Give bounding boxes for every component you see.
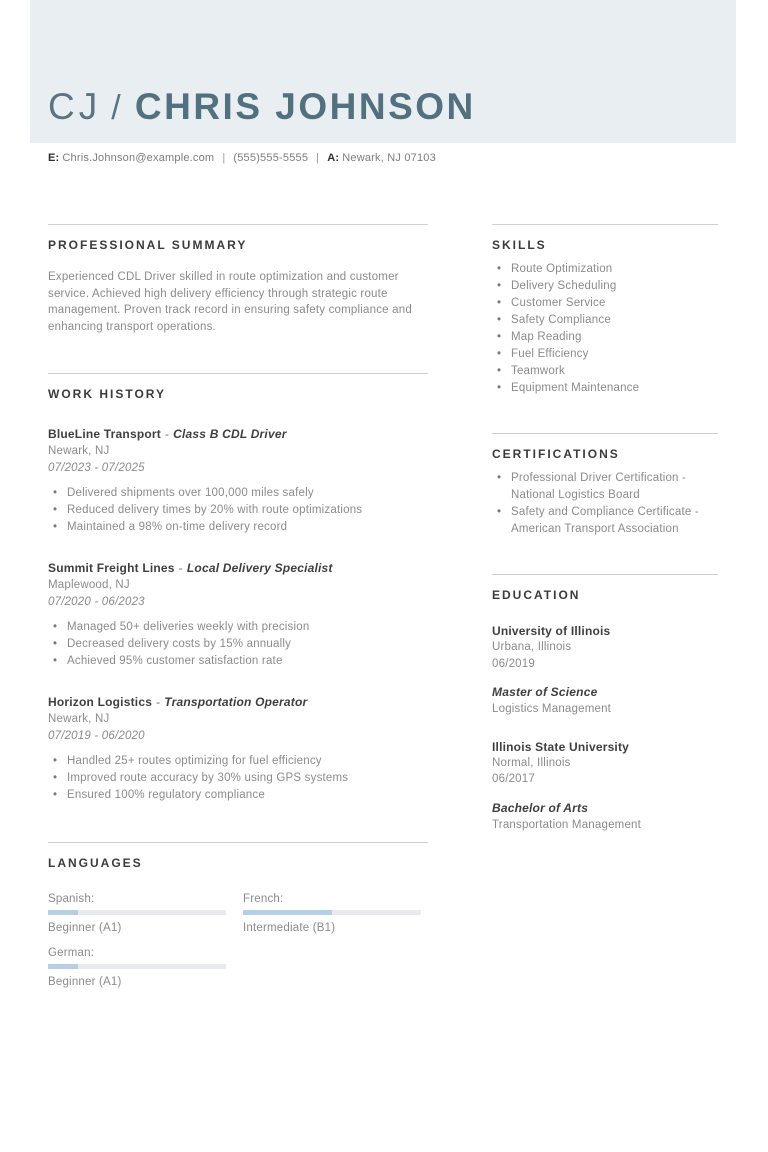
certifications-list (492, 470, 718, 538)
education-field: Transportation Management (492, 818, 642, 831)
education-date: 06/2019 (492, 657, 535, 670)
job-dash: - (178, 561, 183, 575)
certification-item: • Professional Driver Certification - National Logistics Board (492, 470, 718, 504)
job-bullet-list (48, 619, 428, 670)
language-level: Intermediate (B1) (243, 922, 336, 934)
languages-heading: LANGUAGES (48, 856, 143, 870)
job-entry (48, 560, 428, 670)
job-location: Maplewood, NJ (48, 579, 130, 591)
job-title-line (48, 560, 428, 576)
language-item (243, 891, 421, 936)
contact-divider: | (222, 152, 226, 164)
language-progress-track (243, 910, 421, 915)
job-bullet: • Maintained a 98% on-time delivery record (48, 519, 428, 536)
job-bullet: • Managed 50+ deliveries weekly with precision (48, 619, 428, 636)
job-title-line (48, 426, 428, 442)
education-degree-block (492, 800, 718, 834)
skills-list (492, 261, 718, 397)
professional-summary-text: Experienced CDL Driver skilled in route optimization and customer service. Achieved high delivery efficiency through strategic route management. Proven track record in ensuring safety compliance and enhancing transport operations. (48, 271, 412, 333)
header-band (30, 0, 736, 143)
left-column (48, 224, 428, 990)
language-name: Spanish: (48, 893, 95, 905)
email-label: E: (48, 152, 60, 164)
job-dates: 07/2023 - 07/2025 (48, 461, 145, 474)
language-level: Beginner (A1) (48, 976, 122, 988)
skill-item: • Equipment Maintenance (492, 380, 718, 397)
skill-item: • Route Optimization (492, 261, 718, 278)
education-location: Normal, Illinois (492, 756, 571, 769)
job-title-line (48, 694, 428, 710)
job-dash: - (164, 427, 170, 441)
skill-item: • Teamwork (492, 363, 718, 380)
section-education (492, 574, 718, 833)
candidate-name: CHRIS JOHNSON (134, 86, 476, 127)
job-dates: 07/2020 - 06/2023 (48, 595, 145, 608)
right-column (492, 224, 718, 990)
address-text: Newark, NJ 07103 (342, 152, 436, 164)
job-location: Newark, NJ (48, 713, 110, 725)
language-progress-fill (243, 910, 332, 915)
job-bullet: • Reduced delivery times by 20% with route optimizations (48, 502, 428, 519)
certification-item: • Safety and Compliance Certificate - American Transport Association (492, 504, 718, 538)
professional-summary-heading: PROFESSIONAL SUMMARY (48, 238, 248, 252)
name-line (30, 86, 476, 143)
phone-text: (555)555-5555 (233, 152, 309, 164)
language-progress-fill (48, 910, 78, 915)
section-skills (492, 224, 718, 397)
job-bullet: • Achieved 95% customer satisfaction rate (48, 653, 428, 670)
job-bullet: • Handled 25+ routes optimizing for fuel efficiency (48, 753, 428, 770)
skill-item: • Fuel Efficiency (492, 346, 718, 363)
education-degree: Master of Science (492, 685, 598, 699)
education-entry (492, 739, 718, 834)
language-name: German: (48, 947, 95, 959)
job-location: Newark, NJ (48, 445, 110, 457)
education-heading: EDUCATION (492, 588, 581, 602)
language-progress-track (48, 964, 226, 969)
education-degree: Bachelor of Arts (492, 800, 589, 815)
email-text: Chris.Johnson@example.com (62, 152, 215, 164)
job-dates: 07/2019 - 06/2020 (48, 729, 145, 742)
skill-item: • Delivery Scheduling (492, 278, 718, 295)
work-history-heading: WORK HISTORY (48, 387, 167, 401)
education-school: Illinois State University (492, 739, 630, 754)
job-bullet-list (48, 753, 428, 804)
job-bullet: • Improved route accuracy by 30% using GPS systems (48, 770, 428, 787)
monogram-initials: CJ (48, 86, 102, 127)
monogram-slash: / (111, 89, 121, 127)
section-professional-summary (48, 224, 428, 335)
language-item (48, 945, 226, 990)
job-bullet: • Delivered shipments over 100,000 miles safely (48, 485, 428, 502)
job-role: Class B CDL Driver (173, 427, 287, 441)
job-dash: - (156, 695, 161, 709)
contact-line (48, 152, 768, 164)
section-certifications (492, 433, 718, 538)
job-entry (48, 694, 428, 804)
section-work-history (48, 373, 428, 804)
skill-item: • Map Reading (492, 329, 718, 346)
certifications-heading: CERTIFICATIONS (492, 447, 620, 461)
education-date: 06/2017 (492, 773, 535, 785)
job-role: Local Delivery Specialist (186, 561, 333, 575)
skill-item: • Safety Compliance (492, 312, 718, 329)
job-entry (48, 426, 428, 536)
contact-divider: | (316, 152, 320, 164)
job-bullet-list (48, 485, 428, 536)
resume-body (0, 224, 768, 990)
skill-item: • Customer Service (492, 295, 718, 312)
education-field: Logistics Management (492, 703, 612, 715)
job-company: Horizon Logistics (48, 695, 153, 709)
skills-heading: SKILLS (492, 238, 547, 252)
job-company: Summit Freight Lines (48, 561, 175, 575)
language-level: Beginner (A1) (48, 922, 122, 934)
language-progress-track (48, 910, 226, 915)
education-school: University of Illinois (492, 624, 611, 638)
language-progress-fill (48, 964, 78, 969)
language-item (48, 891, 226, 936)
job-bullet: • Ensured 100% regulatory compliance (48, 787, 428, 804)
section-languages (48, 842, 428, 990)
language-name: French: (243, 893, 284, 905)
education-entry (492, 623, 718, 718)
education-degree-block (492, 684, 718, 718)
job-company: BlueLine Transport (48, 427, 161, 441)
job-role: Transportation Operator (164, 695, 308, 709)
language-grid (48, 891, 428, 990)
education-location: Urbana, Illinois (492, 641, 572, 653)
job-bullet: • Decreased delivery costs by 15% annually (48, 636, 428, 653)
address-label: A: (327, 152, 340, 164)
